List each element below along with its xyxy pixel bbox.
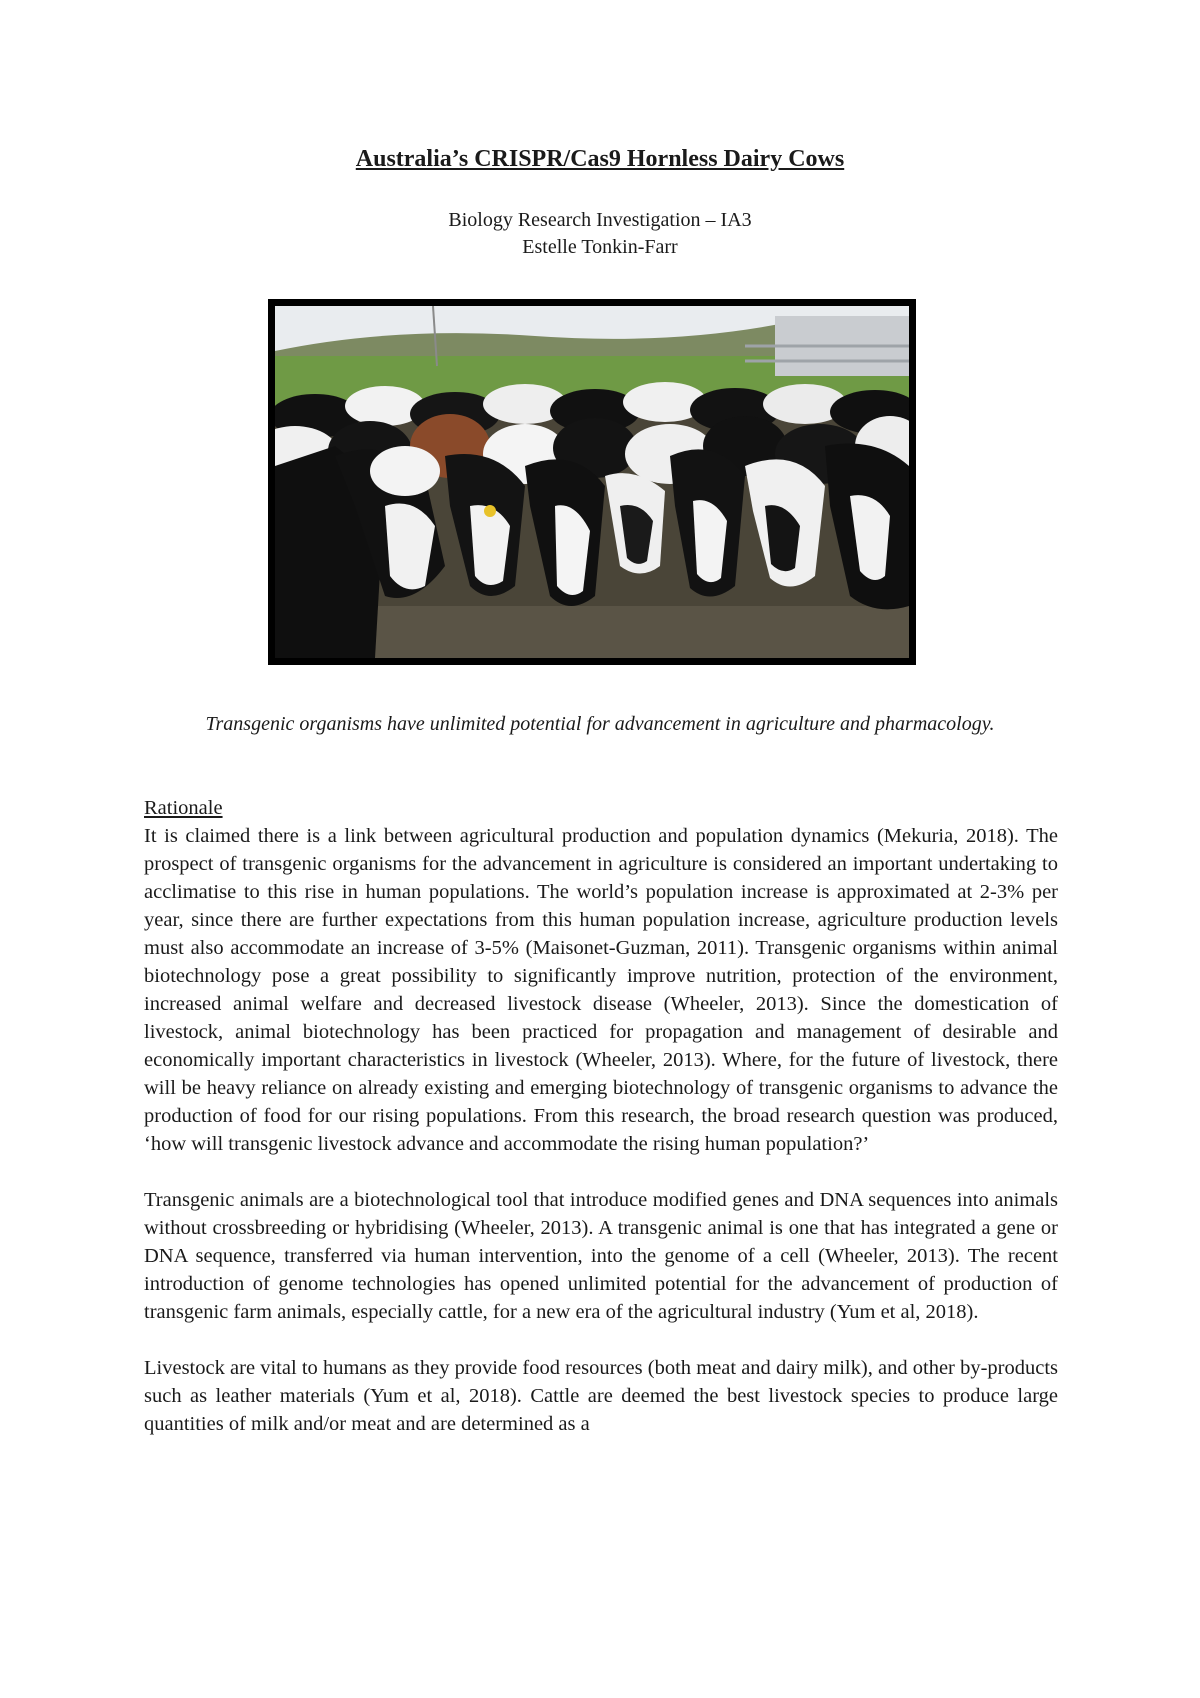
cow-herd-photo <box>268 299 916 665</box>
subtitle-author: Estelle Tonkin-Farr <box>522 236 678 258</box>
document-subtitle <box>0 207 1200 261</box>
subtitle-course: Biology Research Investigation – IA3 <box>448 209 752 231</box>
pull-quote: Transgenic organisms have unlimited potential for advancement in agriculture and pharmacology. <box>205 713 995 735</box>
body-paragraph: It is claimed there is a link between agricultural production and population dynamics (Mekuria, 2018). The prospect of transgenic organisms for the advancement in agriculture is considered an important undertaking to acclimatise to this rise in human populations. The world’s population increase is approximated at 2-3% per year, since there are further expectations from this human population increase, agriculture production levels must also accommodate an increase of 3-5% (Maisonet-Guzman, 2011). Transgenic organisms within animal biotechnology pose a great possibility to significantly improve nutrition, protection of the environment, increased animal welfare and decreased livestock disease (Wheeler, 2013). Since the domestication of livestock, animal biotechnology has been practiced for propagation and management of desirable and economically important characteristics in livestock (Wheeler, 2013). Where, for the future of livestock, there will be heavy reliance on already existing and emerging biotechnology of transgenic organisms to advance the production of food for our rising populations. From this research, the broad research question was produced, ‘how will transgenic livestock advance and accommodate the rising human population?’ <box>144 825 1058 1155</box>
document-title: Australia’s CRISPR/Cas9 Hornless Dairy Cows <box>355 146 845 172</box>
rationale-section <box>144 794 1058 1466</box>
body-paragraph: Livestock are vital to humans as they provide food resources (both meat and dairy milk), and other by-products such as leather materials (Yum et al, 2018). Cattle are deemed the best livestock species to produce large quantities of milk and/or meat and are determined as a <box>144 1357 1058 1435</box>
body-paragraph: Transgenic animals are a biotechnological tool that introduce modified genes and DNA sequences into animals without crossbreeding or hybridising (Wheeler, 2013). A transgenic animal is one that has integrated a gene or DNA sequence, transferred via human intervention, into the genome of a cell (Wheeler, 2013). The recent introduction of genome technologies has opened unlimited potential for the advancement of production of transgenic farm animals, especially cattle, for a new era of the agricultural industry (Yum et al, 2018). <box>144 1189 1058 1323</box>
section-heading-rationale: Rationale <box>144 797 223 819</box>
cow-herd-image <box>275 306 909 658</box>
